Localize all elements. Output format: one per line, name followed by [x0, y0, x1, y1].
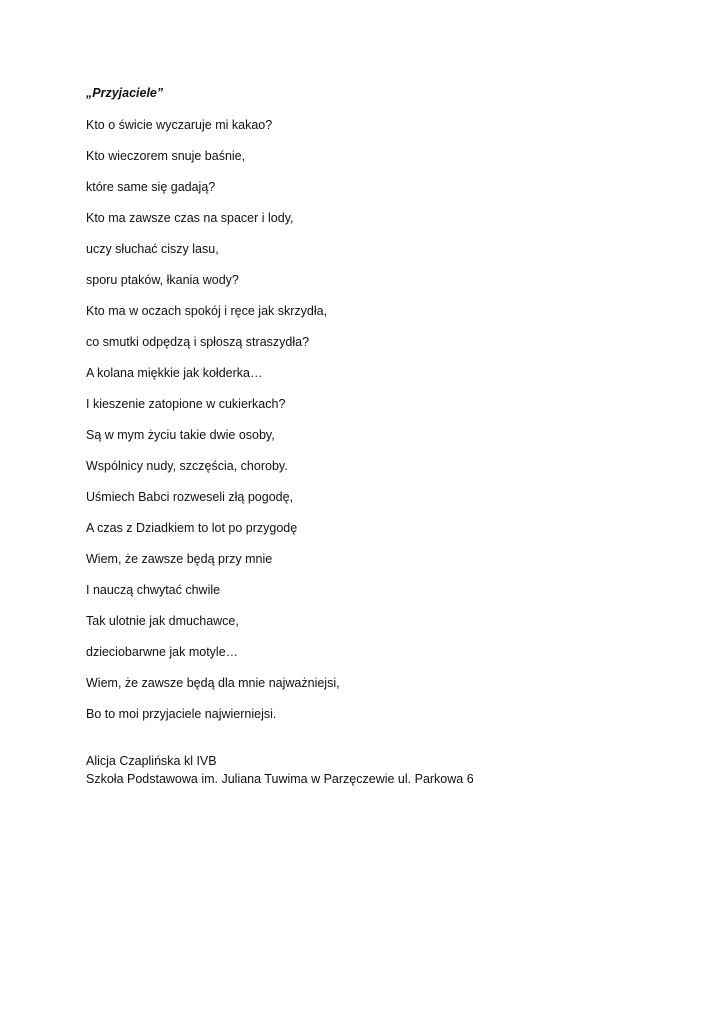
- poem-line: sporu ptaków, łkania wody?: [86, 273, 239, 287]
- poem-line: dzieciobarwne jak motyle…: [86, 645, 239, 659]
- poem-line: Kto ma w oczach spokój i ręce jak skrzydła,: [86, 304, 328, 318]
- poem-line: Bo to moi przyjaciele najwierniejsi.: [86, 707, 277, 721]
- poem-line: uczy słuchać ciszy lasu,: [86, 242, 219, 256]
- poem-body: [86, 117, 340, 737]
- school-address: Szkoła Podstawowa im. Juliana Tuwima w Parzęczewie ul. Parkowa 6: [86, 772, 474, 786]
- signature-block: [86, 752, 474, 788]
- poem-line: Kto o świcie wyczaruje mi kakao?: [86, 118, 273, 132]
- poem-line: Są w mym życiu takie dwie osoby,: [86, 428, 275, 442]
- poem-line: I nauczą chwytać chwile: [86, 583, 221, 597]
- poem-title: „Przyjaciele”: [86, 86, 164, 100]
- poem-line: Uśmiech Babci rozweseli złą pogodę,: [86, 490, 294, 504]
- poem-line: Wiem, że zawsze będą dla mnie najważniejsi,: [86, 676, 340, 690]
- poem-line: Wiem, że zawsze będą przy mnie: [86, 552, 273, 566]
- author-name: Alicja Czaplińska kl IVB: [86, 754, 217, 768]
- poem-line: Kto wieczorem snuje baśnie,: [86, 149, 246, 163]
- poem-line: Tak ulotnie jak dmuchawce,: [86, 614, 239, 628]
- poem-line: co smutki odpędzą i spłoszą straszydła?: [86, 335, 310, 349]
- poem-line: A kolana miękkie jak kołderka…: [86, 366, 263, 380]
- poem-line: Kto ma zawsze czas na spacer i lody,: [86, 211, 294, 225]
- poem-line: A czas z Dziadkiem to lot po przygodę: [86, 521, 298, 535]
- poem-line: które same się gadają?: [86, 180, 216, 194]
- poem-line: Wspólnicy nudy, szczęścia, choroby.: [86, 459, 288, 473]
- poem-line: I kieszenie zatopione w cukierkach?: [86, 397, 286, 411]
